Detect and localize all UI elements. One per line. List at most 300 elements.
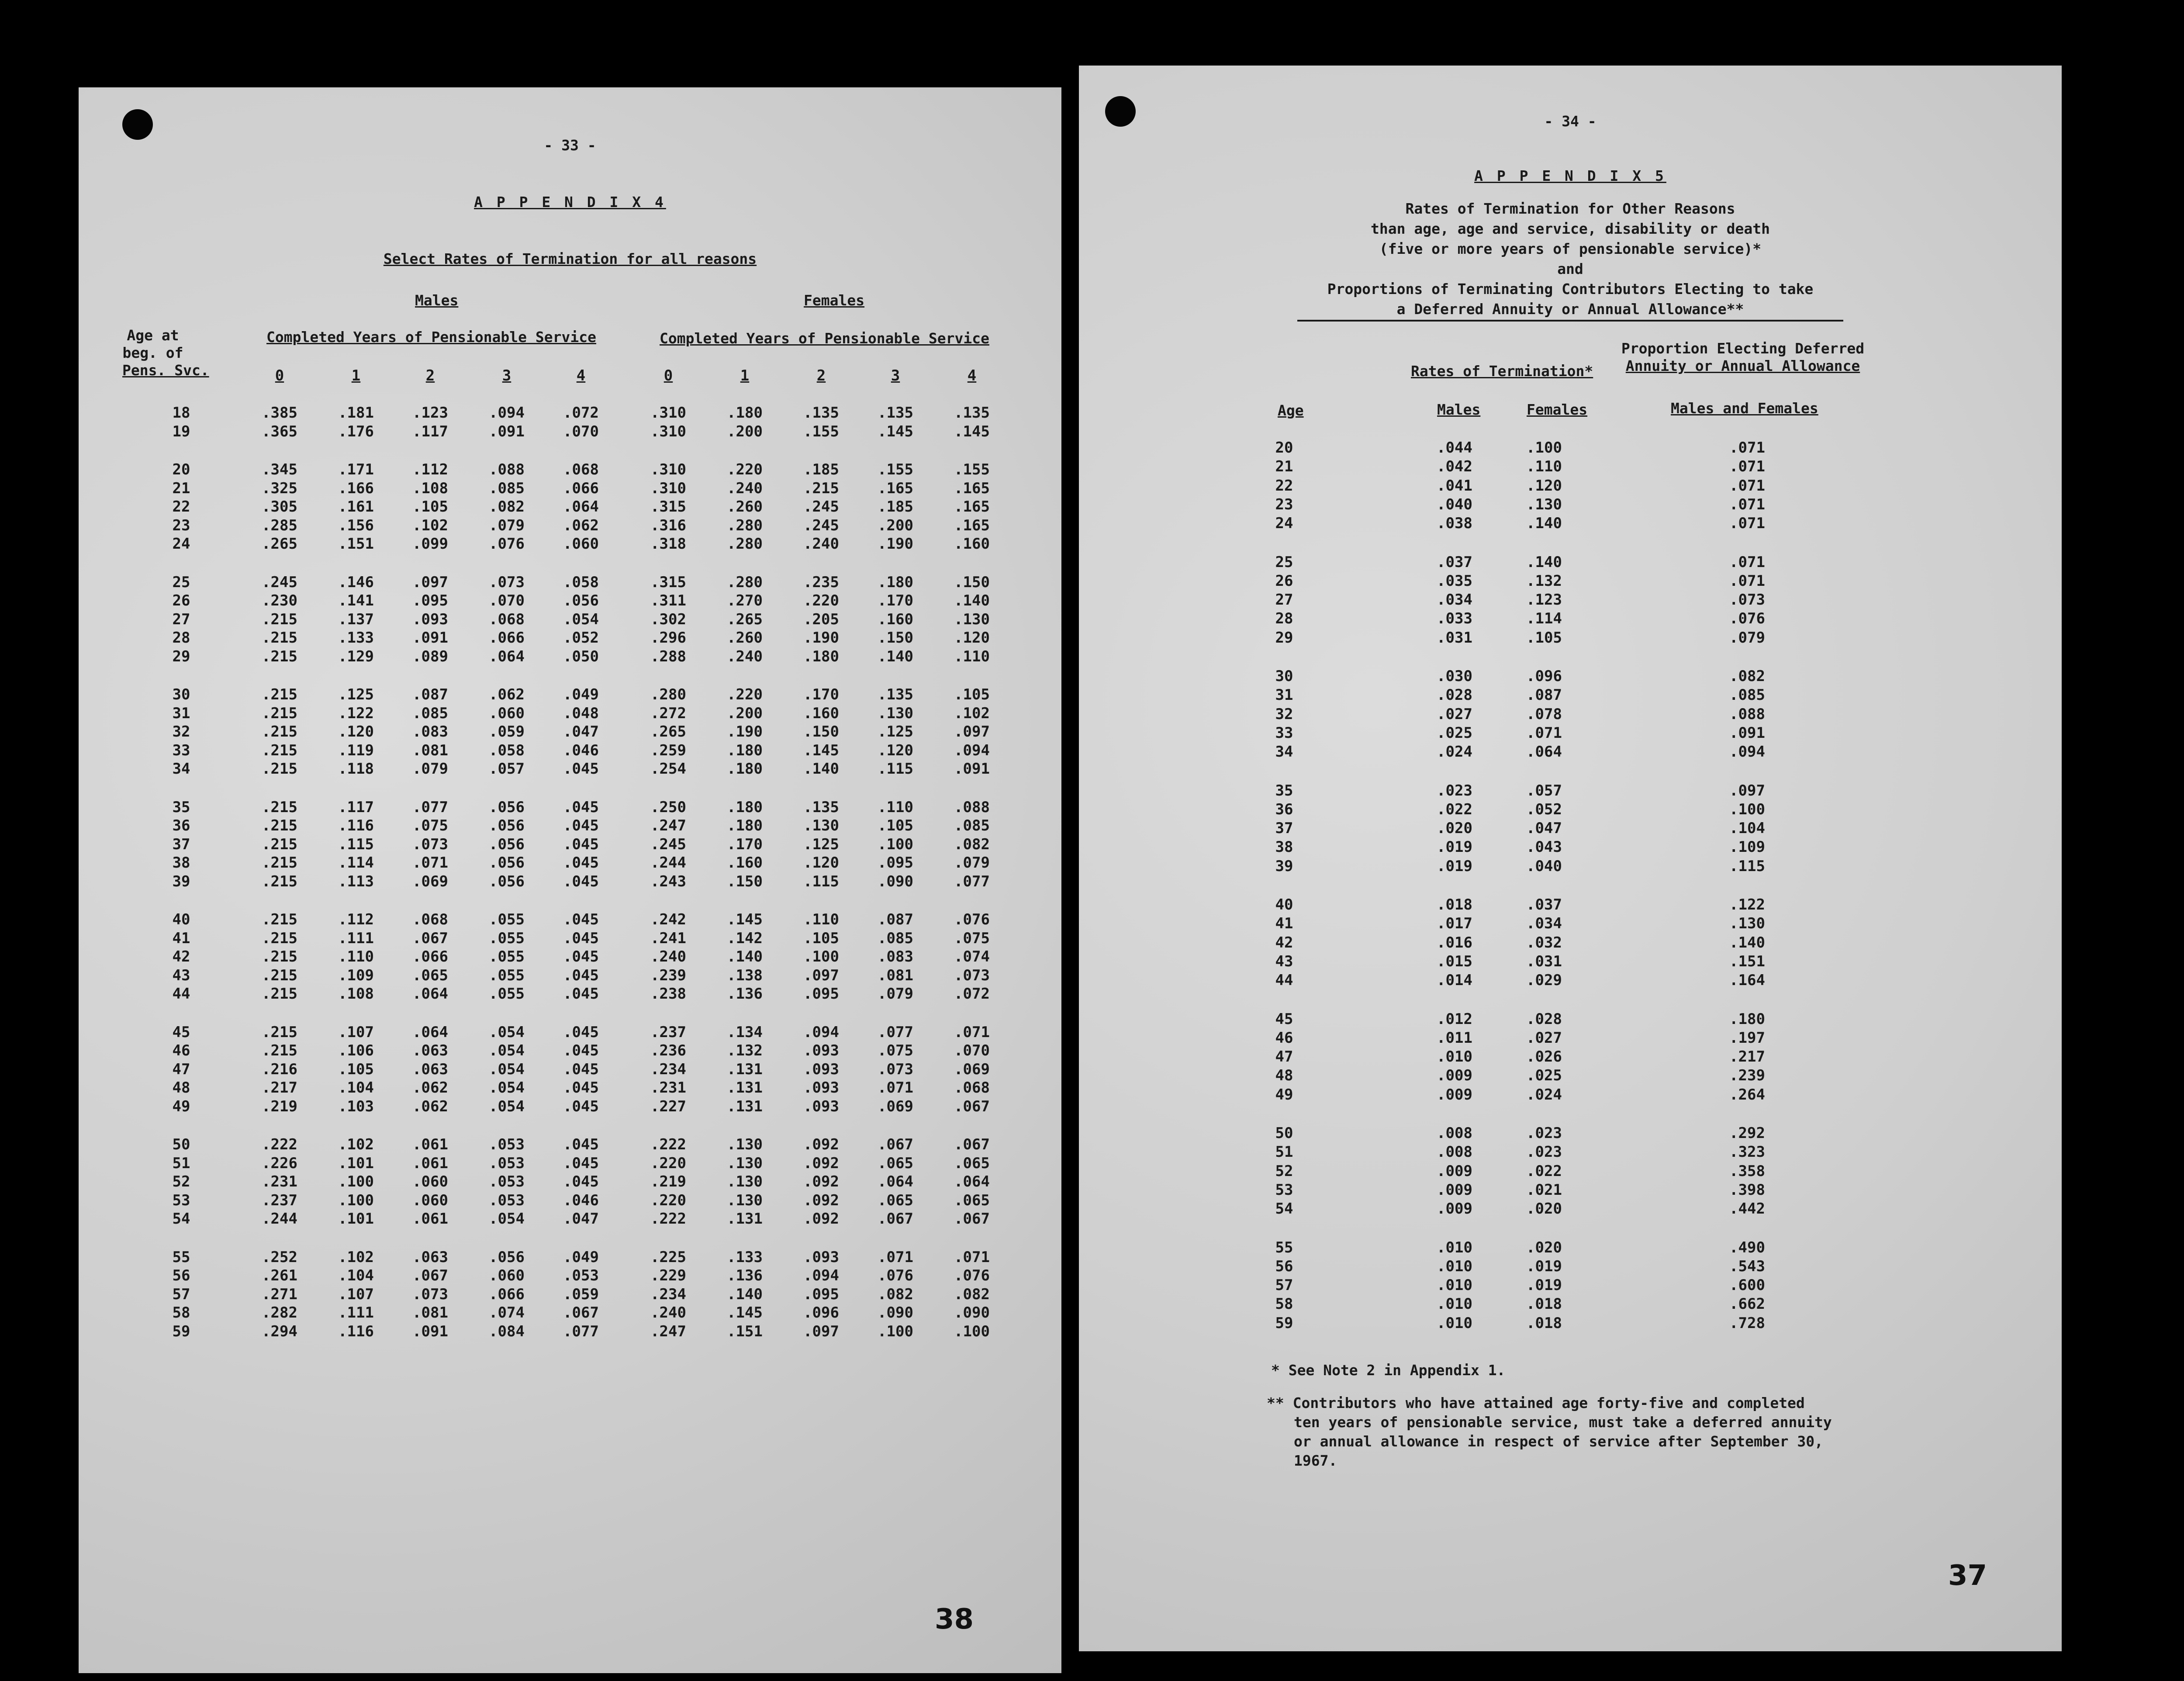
male-rate-cell: .101 [338, 1154, 374, 1172]
female-rate-cell: .140 [727, 1285, 763, 1303]
male-rate-cell: .062 [563, 516, 599, 534]
male-rate-cell: .030 [1437, 668, 1472, 685]
male-rate-cell: .045 [563, 760, 599, 778]
female-rate-cell: .029 [1526, 972, 1562, 989]
female-rate-cell: .105 [803, 929, 839, 947]
female-rate-cell: .136 [727, 1267, 763, 1284]
female-rate-cell: .067 [954, 1210, 990, 1228]
male-rate-cell: .237 [262, 1191, 297, 1209]
male-rate-cell: .226 [262, 1154, 297, 1172]
female-rate-cell: .018 [1526, 1314, 1562, 1332]
table-row-age: 38 [1275, 838, 1293, 856]
table-row-age: 39 [172, 872, 190, 890]
female-rate-cell: .265 [650, 723, 686, 740]
male-rate-cell: .054 [489, 1210, 525, 1228]
female-rate-cell: .250 [650, 798, 686, 816]
male-rate-cell: .103 [338, 1097, 374, 1115]
table-row-age: 46 [1275, 1029, 1293, 1047]
proportion-cell: .071 [1729, 572, 1765, 590]
male-rate-cell: .052 [563, 629, 599, 647]
male-rate-cell: .066 [563, 479, 599, 497]
males-and-females-column-header: Males and Females [1671, 400, 1818, 417]
male-rate-cell: .084 [489, 1322, 525, 1340]
female-rate-cell: .096 [1526, 668, 1562, 685]
age-header-line: Pens. Svc. [122, 362, 209, 379]
female-rate-cell: .259 [650, 741, 686, 759]
female-rate-cell: .254 [650, 760, 686, 778]
proportion-cell: .071 [1729, 553, 1765, 571]
male-rate-cell: .019 [1437, 857, 1472, 875]
male-rate-cell: .100 [338, 1191, 374, 1209]
female-rate-cell: .097 [803, 1322, 839, 1340]
male-rate-cell: .055 [489, 948, 525, 965]
male-rate-cell: .325 [262, 479, 297, 497]
table-row-age: 35 [1275, 782, 1293, 799]
male-rate-cell: .271 [262, 1285, 297, 1303]
female-rate-cell: .067 [954, 1136, 990, 1153]
table-row-age: 53 [1275, 1181, 1293, 1199]
males-year-header: 3 [502, 367, 511, 384]
male-rate-cell: .104 [338, 1079, 374, 1096]
female-rate-cell: .145 [803, 741, 839, 759]
male-rate-cell: .023 [1437, 782, 1472, 799]
male-rate-cell: .215 [262, 872, 297, 890]
female-rate-cell: .236 [650, 1042, 686, 1059]
male-rate-cell: .146 [338, 573, 374, 591]
female-rate-cell: .083 [878, 948, 913, 965]
table-row-age: 42 [1275, 934, 1293, 951]
male-rate-cell: .091 [412, 1322, 448, 1340]
female-rate-cell: .067 [878, 1136, 913, 1153]
male-rate-cell: .010 [1437, 1276, 1472, 1294]
male-rate-cell: .045 [563, 911, 599, 928]
male-rate-cell: .345 [262, 461, 297, 478]
male-rate-cell: .064 [412, 1023, 448, 1041]
table-row-age: 50 [172, 1136, 190, 1153]
table-row-age: 54 [172, 1210, 190, 1228]
male-rate-cell: .058 [563, 573, 599, 591]
male-rate-cell: .217 [262, 1079, 297, 1096]
male-rate-cell: .056 [489, 1248, 525, 1266]
female-rate-cell: .022 [1526, 1162, 1562, 1180]
female-rate-cell: .095 [878, 854, 913, 872]
female-rate-cell: .170 [878, 592, 913, 609]
female-rate-cell: .090 [878, 872, 913, 890]
male-rate-cell: .019 [1437, 838, 1472, 856]
male-rate-cell: .133 [338, 629, 374, 647]
male-rate-cell: .215 [262, 704, 297, 722]
male-rate-cell: .115 [338, 835, 374, 853]
male-rate-cell: .095 [412, 592, 448, 609]
female-rate-cell: .120 [1526, 477, 1562, 495]
female-rate-cell: .069 [954, 1060, 990, 1078]
female-rate-cell: .079 [954, 854, 990, 872]
proportion-cell: .662 [1729, 1295, 1765, 1313]
male-rate-cell: .054 [563, 610, 599, 628]
male-rate-cell: .079 [412, 760, 448, 778]
female-rate-cell: .071 [878, 1248, 913, 1266]
female-rate-cell: .082 [954, 835, 990, 853]
appendix-heading: A P P E N D I X 4 [474, 194, 666, 211]
female-rate-cell: .247 [650, 1322, 686, 1340]
proportion-cell: .490 [1729, 1238, 1765, 1256]
male-rate-cell: .060 [563, 535, 599, 553]
female-rate-cell: .239 [650, 966, 686, 984]
male-rate-cell: .048 [563, 704, 599, 722]
male-rate-cell: .216 [262, 1060, 297, 1078]
male-rate-cell: .061 [412, 1210, 448, 1228]
male-rate-cell: .046 [563, 741, 599, 759]
males-service-header: Completed Years of Pensionable Service [266, 329, 596, 346]
table-row-age: 27 [1275, 591, 1293, 609]
age-header-line: Age at [127, 327, 179, 344]
proportion-cell: .100 [1729, 800, 1765, 818]
table-row-age: 30 [1275, 668, 1293, 685]
females-year-header: 2 [816, 367, 826, 384]
male-rate-cell: .123 [412, 404, 448, 422]
male-rate-cell: .091 [412, 629, 448, 647]
table-row-age: 33 [172, 741, 190, 759]
male-rate-cell: .215 [262, 985, 297, 1003]
male-rate-cell: .024 [1437, 743, 1472, 761]
female-rate-cell: .110 [1526, 458, 1562, 476]
table-row-age: 59 [1275, 1314, 1293, 1332]
male-rate-cell: .060 [412, 1191, 448, 1209]
male-rate-cell: .069 [412, 872, 448, 890]
female-rate-cell: .190 [803, 629, 839, 647]
male-rate-cell: .009 [1437, 1086, 1472, 1103]
table-row-age: 48 [172, 1079, 190, 1096]
female-rate-cell: .242 [650, 911, 686, 928]
female-rate-cell: .150 [727, 872, 763, 890]
male-rate-cell: .009 [1437, 1162, 1472, 1180]
female-rate-cell: .220 [727, 686, 763, 703]
table-row-age: 29 [1275, 629, 1293, 647]
male-rate-cell: .067 [563, 1304, 599, 1321]
female-rate-cell: .100 [954, 1322, 990, 1340]
female-rate-cell: .140 [1526, 515, 1562, 533]
female-rate-cell: .077 [878, 1023, 913, 1041]
female-rate-cell: .090 [954, 1304, 990, 1321]
female-rate-cell: .225 [650, 1248, 686, 1266]
female-rate-cell: .265 [727, 610, 763, 628]
table-row-age: 22 [1275, 477, 1293, 495]
male-rate-cell: .141 [338, 592, 374, 609]
male-rate-cell: .066 [489, 1285, 525, 1303]
female-rate-cell: .073 [954, 966, 990, 984]
male-rate-cell: .053 [489, 1191, 525, 1209]
male-rate-cell: .045 [563, 1023, 599, 1041]
female-rate-cell: .160 [727, 854, 763, 872]
female-rate-cell: .110 [803, 911, 839, 928]
male-rate-cell: .054 [489, 1079, 525, 1096]
female-rate-cell: .280 [727, 516, 763, 534]
female-rate-cell: .095 [803, 1285, 839, 1303]
female-rate-cell: .094 [803, 1267, 839, 1284]
male-rate-cell: .063 [412, 1042, 448, 1059]
female-rate-cell: .135 [803, 404, 839, 422]
female-rate-cell: .145 [878, 422, 913, 440]
female-rate-cell: .064 [1526, 743, 1562, 761]
male-rate-cell: .008 [1437, 1124, 1472, 1142]
male-rate-cell: .046 [563, 1191, 599, 1209]
male-rate-cell: .063 [412, 1060, 448, 1078]
male-rate-cell: .108 [338, 985, 374, 1003]
male-rate-cell: .033 [1437, 610, 1472, 628]
male-rate-cell: .082 [489, 498, 525, 515]
male-rate-cell: .110 [338, 948, 374, 965]
proportion-cell: .130 [1729, 915, 1765, 933]
table-row-age: 32 [1275, 705, 1293, 723]
male-rate-cell: .009 [1437, 1200, 1472, 1218]
males-year-header: 2 [425, 367, 435, 384]
female-rate-cell: .105 [1526, 629, 1562, 647]
male-rate-cell: .113 [338, 872, 374, 890]
male-rate-cell: .102 [412, 516, 448, 534]
proportion-cell: .543 [1729, 1257, 1765, 1275]
female-rate-cell: .240 [727, 647, 763, 665]
females-year-header: 3 [891, 367, 900, 384]
female-rate-cell: .097 [803, 966, 839, 984]
male-rate-cell: .056 [489, 872, 525, 890]
male-rate-cell: .009 [1437, 1181, 1472, 1199]
male-rate-cell: .081 [412, 741, 448, 759]
male-rate-cell: .244 [262, 1210, 297, 1228]
female-rate-cell: .057 [1526, 782, 1562, 799]
male-rate-cell: .035 [1437, 572, 1472, 590]
female-rate-cell: .130 [727, 1191, 763, 1209]
female-rate-cell: .155 [954, 461, 990, 478]
female-rate-cell: .100 [878, 835, 913, 853]
female-rate-cell: .310 [650, 479, 686, 497]
female-rate-cell: .160 [803, 704, 839, 722]
proportion-cell: .197 [1729, 1029, 1765, 1047]
female-rate-cell: .081 [878, 966, 913, 984]
proportion-cell: .292 [1729, 1124, 1765, 1142]
age-column-header [122, 327, 209, 379]
table-row-age: 29 [172, 647, 190, 665]
female-rate-cell: .064 [878, 1173, 913, 1190]
female-rate-cell: .120 [878, 741, 913, 759]
female-rate-cell: .200 [878, 516, 913, 534]
female-rate-cell: .093 [803, 1060, 839, 1078]
male-rate-cell: .109 [338, 966, 374, 984]
proportion-cell: .071 [1729, 439, 1765, 457]
footer-page-number: 37 [1948, 1560, 1987, 1592]
table-row-age: 39 [1275, 857, 1293, 875]
female-rate-cell: .130 [727, 1154, 763, 1172]
male-rate-cell: .085 [489, 479, 525, 497]
female-rate-cell: .047 [1526, 820, 1562, 837]
table-row-age: 21 [1275, 458, 1293, 476]
female-rate-cell: .315 [650, 498, 686, 515]
female-rate-cell: .088 [954, 798, 990, 816]
female-rate-cell: .150 [878, 629, 913, 647]
female-rate-cell: .096 [803, 1304, 839, 1321]
proportion-cell: .071 [1729, 477, 1765, 495]
male-rate-cell: .108 [412, 479, 448, 497]
male-rate-cell: .261 [262, 1267, 297, 1284]
proportion-cell: .088 [1729, 705, 1765, 723]
table-row-age: 43 [1275, 952, 1293, 970]
table-row-age: 34 [1275, 743, 1293, 761]
female-rate-cell: .240 [727, 479, 763, 497]
male-rate-cell: .245 [262, 573, 297, 591]
male-rate-cell: .111 [338, 1304, 374, 1321]
male-rate-cell: .061 [412, 1136, 448, 1153]
table-row-age: 36 [172, 817, 190, 834]
male-rate-cell: .365 [262, 422, 297, 440]
male-rate-cell: .055 [489, 985, 525, 1003]
male-rate-cell: .059 [489, 723, 525, 740]
male-rate-cell: .122 [338, 704, 374, 722]
male-rate-cell: .215 [262, 948, 297, 965]
male-rate-cell: .045 [563, 1154, 599, 1172]
male-rate-cell: .045 [563, 854, 599, 872]
female-rate-cell: .180 [727, 817, 763, 834]
female-rate-cell: .018 [1526, 1295, 1562, 1313]
female-rate-cell: .260 [727, 498, 763, 515]
female-rate-cell: .023 [1526, 1124, 1562, 1142]
male-rate-cell: .045 [563, 872, 599, 890]
male-rate-cell: .045 [563, 817, 599, 834]
female-rate-cell: .310 [650, 422, 686, 440]
table-row-age: 35 [172, 798, 190, 816]
male-rate-cell: .072 [563, 404, 599, 422]
female-rate-cell: .219 [650, 1173, 686, 1190]
table-row-age: 53 [172, 1191, 190, 1209]
proportion-cell: .071 [1729, 458, 1765, 476]
male-rate-cell: .076 [489, 535, 525, 553]
male-rate-cell: .062 [412, 1079, 448, 1096]
male-rate-cell: .252 [262, 1248, 297, 1266]
male-rate-cell: .385 [262, 404, 297, 422]
male-rate-cell: .047 [563, 1210, 599, 1228]
male-rate-cell: .215 [262, 723, 297, 740]
female-rate-cell: .165 [954, 498, 990, 515]
male-rate-cell: .085 [412, 704, 448, 722]
female-rate-cell: .135 [878, 404, 913, 422]
male-rate-cell: .087 [412, 686, 448, 703]
male-rate-cell: .075 [412, 817, 448, 834]
page-33 [79, 87, 1061, 1673]
table-row-age: 28 [1275, 610, 1293, 628]
male-rate-cell: .067 [412, 1267, 448, 1284]
female-rate-cell: .028 [1526, 1010, 1562, 1028]
male-rate-cell: .068 [489, 610, 525, 628]
female-rate-cell: .245 [803, 516, 839, 534]
table-row-age: 20 [172, 461, 190, 478]
male-rate-cell: .064 [563, 498, 599, 515]
female-rate-cell: .085 [954, 817, 990, 834]
female-rate-cell: .026 [1526, 1048, 1562, 1066]
male-rate-cell: .074 [489, 1304, 525, 1321]
male-rate-cell: .011 [1437, 1029, 1472, 1047]
male-rate-cell: .230 [262, 592, 297, 609]
male-rate-cell: .285 [262, 516, 297, 534]
table-row-age: 40 [1275, 896, 1293, 913]
female-rate-cell: .270 [727, 592, 763, 609]
male-rate-cell: .056 [489, 854, 525, 872]
female-rate-cell: .180 [727, 741, 763, 759]
male-rate-cell: .215 [262, 1042, 297, 1059]
female-rate-cell: .105 [878, 817, 913, 834]
age-header-line: beg. of [122, 344, 183, 361]
footnote-line: ten years of pensionable service, must take a deferred annuity [1294, 1414, 1832, 1431]
female-rate-cell: .131 [727, 1060, 763, 1078]
female-rate-cell: .070 [954, 1042, 990, 1059]
female-rate-cell: .140 [1526, 553, 1562, 571]
male-rate-cell: .119 [338, 741, 374, 759]
table-row-age: 18 [172, 404, 190, 422]
male-rate-cell: .064 [412, 985, 448, 1003]
table-row-age: 31 [172, 704, 190, 722]
female-rate-cell: .138 [727, 966, 763, 984]
male-rate-cell: .079 [489, 516, 525, 534]
footnote-line: ** Contributors who have attained age forty-five and completed [1267, 1394, 1805, 1411]
female-rate-cell: .131 [727, 1097, 763, 1115]
male-rate-cell: .049 [563, 686, 599, 703]
female-rate-cell: .165 [878, 479, 913, 497]
table-row-age: 27 [172, 610, 190, 628]
proportion-cell: .073 [1729, 591, 1765, 609]
female-rate-cell: .245 [803, 498, 839, 515]
female-rate-cell: .077 [954, 872, 990, 890]
table-row-age: 57 [172, 1285, 190, 1303]
female-rate-cell: .151 [727, 1322, 763, 1340]
proportion-cell: .122 [1729, 896, 1765, 913]
proportion-cell: .164 [1729, 972, 1765, 989]
female-rate-cell: .240 [650, 948, 686, 965]
table-row-age: 47 [1275, 1048, 1293, 1066]
male-rate-cell: .065 [412, 966, 448, 984]
female-rate-cell: .135 [878, 686, 913, 703]
title-line: than age, age and service, disability or death [1371, 220, 1770, 237]
page-marker: - 33 - [544, 137, 596, 154]
table-row-age: 49 [172, 1097, 190, 1115]
male-rate-cell: .088 [489, 461, 525, 478]
table-row-age: 19 [172, 422, 190, 440]
female-rate-cell: .136 [727, 985, 763, 1003]
female-rate-cell: .155 [803, 422, 839, 440]
female-rate-cell: .272 [650, 704, 686, 722]
table-row-age: 26 [1275, 572, 1293, 590]
table-row-age: 37 [172, 835, 190, 853]
male-rate-cell: .215 [262, 629, 297, 647]
male-rate-cell: .027 [1437, 705, 1472, 723]
male-rate-cell: .068 [412, 911, 448, 928]
male-rate-cell: .093 [412, 610, 448, 628]
male-rate-cell: .070 [489, 592, 525, 609]
female-rate-cell: .102 [954, 704, 990, 722]
table-row-age: 59 [172, 1322, 190, 1340]
female-rate-cell: .260 [727, 629, 763, 647]
male-rate-cell: .104 [338, 1267, 374, 1284]
female-rate-cell: .087 [1526, 686, 1562, 704]
female-rate-cell: .220 [803, 592, 839, 609]
female-rate-cell: .071 [954, 1023, 990, 1041]
table-row-age: 58 [172, 1304, 190, 1321]
female-rate-cell: .160 [954, 535, 990, 553]
male-rate-cell: .073 [412, 1285, 448, 1303]
male-rate-cell: .215 [262, 647, 297, 665]
proportion-header-line: Proportion Electing Deferred [1621, 340, 1865, 357]
table-row-age: 45 [172, 1023, 190, 1041]
female-rate-cell: .237 [650, 1023, 686, 1041]
male-rate-cell: .062 [489, 686, 525, 703]
table-row-age: 46 [172, 1042, 190, 1059]
proportion-cell: .079 [1729, 629, 1765, 647]
